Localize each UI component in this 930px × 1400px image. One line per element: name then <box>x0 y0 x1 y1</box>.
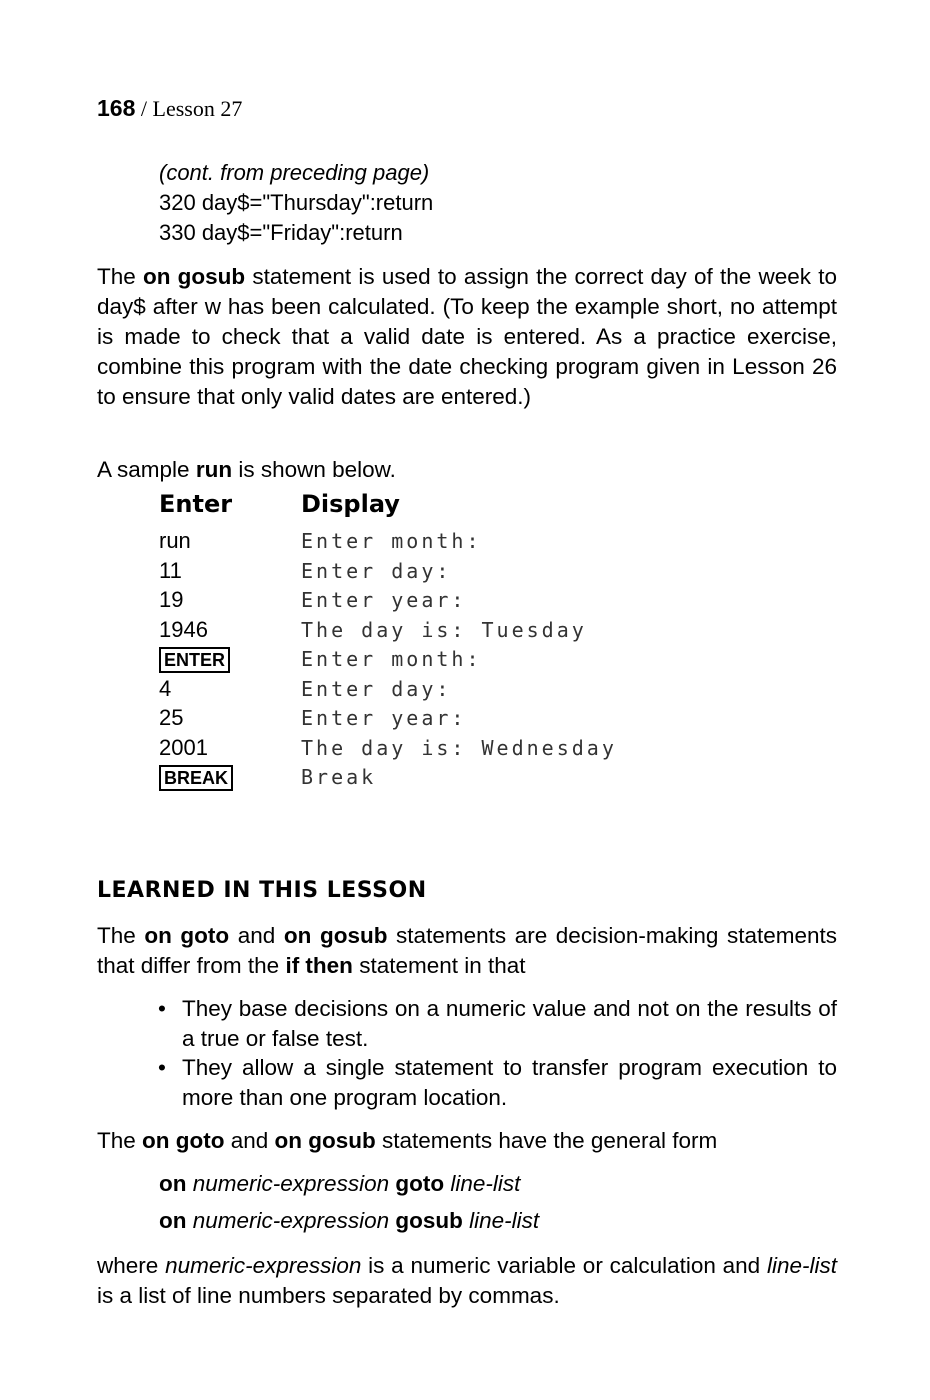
keyword: if then <box>285 953 353 978</box>
paragraph-sample-run: A sample run is shown below. <box>97 457 396 482</box>
paragraph-learned: The on goto and on gosub statements are decision-making statements that differ from the if then statement in that <box>97 923 838 978</box>
table-cell-enter: 4 <box>159 675 172 701</box>
table-cell-enter: 11 <box>159 557 182 583</box>
table-cell-enter: 1946 <box>159 616 208 642</box>
table-cell-display: Enter day: <box>301 676 452 701</box>
table-cell-display: The day is: Tuesday <box>301 617 587 642</box>
table-cell-display: Enter month: <box>301 647 482 671</box>
paragraph-general-form: The on goto and on gosub statements have the general form <box>97 1128 718 1153</box>
header-separator: / <box>135 96 153 121</box>
keyword: on goto <box>144 923 230 948</box>
table-cell-display: Enter year: <box>301 588 467 612</box>
syntax-form-gosub: on numeric-expression gosub line-list <box>159 1208 540 1233</box>
keyword: on gosub <box>142 264 246 289</box>
paragraph-definitions: where numeric-expression is a numeric variable or calculation and line-list is a list of line numbers separated by commas. <box>97 1253 837 1308</box>
paragraph-on-gosub: The on gosub statement is used to assign the correct day of the week to day$ after w has been calculated. (To keep the example short, no attempt is made to check that a valid date is entered. As a practice exercise, combine this program with the date checking program given in Lesson 26 to ensure that only valid dates are entered.) <box>97 264 837 409</box>
syntax-form-goto: on numeric-expression goto line-list <box>159 1171 521 1196</box>
table-cell-enter: 19 <box>159 587 184 612</box>
keyword: on gosub <box>274 1128 376 1153</box>
keyword: on goto <box>142 1128 225 1153</box>
table-cell-display: Break <box>301 765 377 789</box>
keyword: on gosub <box>283 923 388 948</box>
table-cell-display: Enter day: <box>301 558 452 583</box>
table-cell-display: Enter year: <box>301 706 467 730</box>
table-cell-enter: 2001 <box>159 734 208 760</box>
column-header-display: Display <box>301 490 400 518</box>
page-number: 168 <box>97 95 136 121</box>
page-header <box>97 95 242 122</box>
table-cell-enter: 25 <box>159 705 184 730</box>
code-line: 320 day$="Thursday":return <box>159 190 434 215</box>
code-continued-note: (cont. from preceding page) <box>159 160 430 185</box>
table-cell-display: Enter month: <box>301 529 482 553</box>
keyword: run <box>195 457 233 482</box>
bullet-dot: • <box>158 1055 166 1080</box>
column-header-enter: Enter <box>159 490 233 518</box>
table-cell-enter: run <box>159 528 191 553</box>
table-cell-display: The day is: Wednesday <box>301 735 617 760</box>
list-item: • They base decisions on a numeric value and not on the results of a true or false test. <box>158 996 837 1051</box>
table-cell-enter <box>159 646 230 673</box>
enter-key: ENTER <box>159 647 230 673</box>
code-line: 330 day$="Friday":return <box>159 220 403 245</box>
table-cell-enter <box>159 764 233 791</box>
break-key: BREAK <box>159 765 233 791</box>
bullet-dot: • <box>158 996 166 1021</box>
section-heading: LEARNED IN THIS LESSON <box>97 878 427 903</box>
list-item: • They allow a single statement to transfer program execution to more than one program location. <box>158 1055 837 1110</box>
lesson-title: Lesson 27 <box>152 96 243 121</box>
